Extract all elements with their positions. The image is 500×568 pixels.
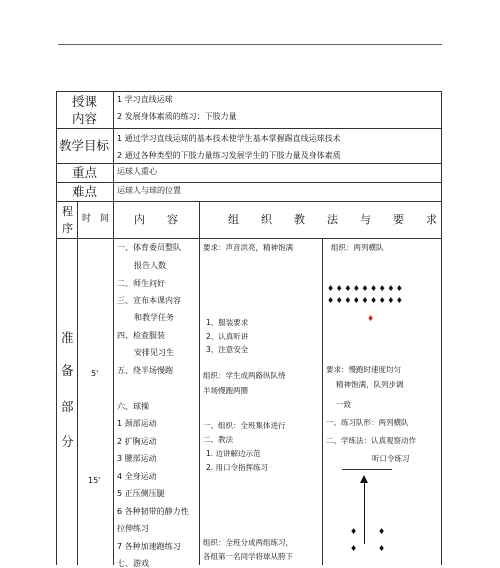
student-icon: ♦ (395, 284, 403, 293)
content-item: 二、师生问好 (117, 279, 165, 288)
content-item: 五、绕半场慢跑 (117, 366, 173, 375)
student-icon: ♦ (344, 296, 352, 305)
time-value: 5' (91, 369, 99, 378)
content-item: 5 正压侧压腿 (117, 489, 165, 498)
content-item: 三、宣布本课内容 (117, 296, 181, 305)
label-divider (113, 91, 114, 201)
content-item: 拉伸练习 (117, 524, 149, 533)
content-item: 7 各种加速跑练习 (117, 542, 181, 551)
content-item: 4 全身运动 (117, 472, 157, 481)
method-text: 一、练习队形：两列横队 (326, 418, 409, 427)
content-item: 四、检查服装 (117, 331, 165, 340)
procedure-divider (77, 201, 78, 565)
method-text: 二、教法 (203, 435, 233, 444)
difficulty-text: 运球人与球的位置 (117, 186, 181, 195)
time-value: 15' (88, 476, 101, 485)
procedure-header: 序 (62, 222, 73, 235)
method-text: 组织：全班分成两组练习， (203, 538, 293, 547)
content-item: 一、体育委员整队 (117, 243, 181, 252)
teacher-icon: ♦ (367, 314, 375, 323)
method-text: 2. 用口令指挥练习 (206, 463, 269, 472)
student-icon: ♦ (378, 284, 386, 293)
arrow-up-icon (360, 475, 368, 483)
section-label-char: 准 (61, 330, 74, 345)
content-item: 和教学任务 (134, 313, 174, 322)
student-icon: ♦ (352, 296, 360, 305)
student-icon: ♦ (350, 544, 358, 553)
arrow-line (364, 480, 365, 544)
student-icon: ♦ (335, 284, 343, 293)
section-label-char: 分 (61, 434, 74, 449)
student-icon: ♦ (387, 296, 395, 305)
method-text: 组织：两列横队 (331, 243, 384, 252)
method-text: 要求：声音洪亮，精神饱满 (203, 243, 293, 252)
student-icon: ♦ (395, 296, 403, 305)
content-item: 报告人数 (134, 261, 166, 270)
student-icon: ♦ (370, 284, 378, 293)
content-item: 1 颈部运动 (117, 419, 157, 428)
goal-label: 教学目标 (59, 138, 110, 153)
content-line: 1 学习直线运球 (117, 95, 173, 104)
content-item: 6 各种韧带的静力性 (117, 507, 189, 516)
formation-line (342, 469, 392, 470)
method-text: 1、服装要求 (206, 318, 249, 327)
content-header: 内 容 (134, 213, 178, 226)
section-label-char: 部 (61, 399, 74, 414)
student-icon: ♦ (361, 296, 369, 305)
student-icon: ♦ (378, 544, 386, 553)
content-item: 六、球操 (117, 402, 149, 411)
student-icon: ♦ (335, 296, 343, 305)
method-text: 一、组织：全班集体进行 (203, 421, 286, 430)
student-icon: ♦ (370, 296, 378, 305)
content-label: 授课 (72, 94, 98, 109)
method-text: 组织：学生成两路纵队绕 (203, 371, 286, 380)
table-left-border (56, 91, 57, 565)
student-icon: ♦ (327, 296, 335, 305)
student-icon: ♦ (350, 527, 358, 536)
method-text: 要求：慢跑时速度均匀 (326, 365, 401, 374)
student-icon: ♦ (327, 284, 335, 293)
student-icon: ♦ (387, 284, 395, 293)
method-text: 听口令练习 (372, 454, 410, 463)
student-icon: ♦ (361, 284, 369, 293)
time-header: 时 间 (82, 214, 110, 224)
student-icon: ♦ (378, 296, 386, 305)
student-icon: ♦ (352, 284, 360, 293)
content-item: 安排见习生 (134, 348, 174, 357)
method-text: 2、认真听讲 (206, 332, 249, 341)
method-text: 二、学练法：认真观察动作 (326, 436, 416, 445)
content-divider (199, 201, 200, 565)
method-text: 半场慢跑两圈 (203, 386, 248, 395)
section-label-char: 备 (61, 363, 74, 378)
table-right-border (441, 91, 442, 565)
method-text: 3、注意安全 (206, 345, 249, 354)
content-label: 内容 (72, 111, 98, 126)
procedure-header: 程 (62, 205, 73, 218)
student-icon: ♦ (378, 527, 386, 536)
method-text: 精神饱满，队列步调 (336, 380, 404, 389)
method-text: 一致 (336, 400, 351, 409)
content-item: 七、游戏 (117, 559, 149, 568)
focus-label: 重点 (72, 165, 98, 180)
method-text: 1. 边讲解边示范 (206, 449, 261, 458)
method-text: 各组第一名同学将球从胯下 (203, 552, 293, 561)
content-item: 3 腰部运动 (117, 454, 157, 463)
focus-text: 运球人重心 (117, 167, 157, 176)
header-rule (58, 44, 442, 45)
goal-line: 2 通过各种类型的下肢力量练习发展学生的下肢力量及身体素质 (117, 151, 341, 160)
content-item: 2 扩胸运动 (117, 437, 157, 446)
student-icon: ♦ (344, 284, 352, 293)
time-divider (113, 201, 114, 565)
method-divider (322, 238, 323, 565)
content-line: 2 发展身体素质的练习：下肢力量 (117, 112, 237, 121)
method-header: 组 织 教 法 与 要 求 (228, 213, 437, 226)
difficulty-label: 难点 (72, 184, 98, 199)
goal-line: 1 通过学习直线运球的基本技术使学生基本掌握踢直线运球技术 (117, 134, 341, 143)
